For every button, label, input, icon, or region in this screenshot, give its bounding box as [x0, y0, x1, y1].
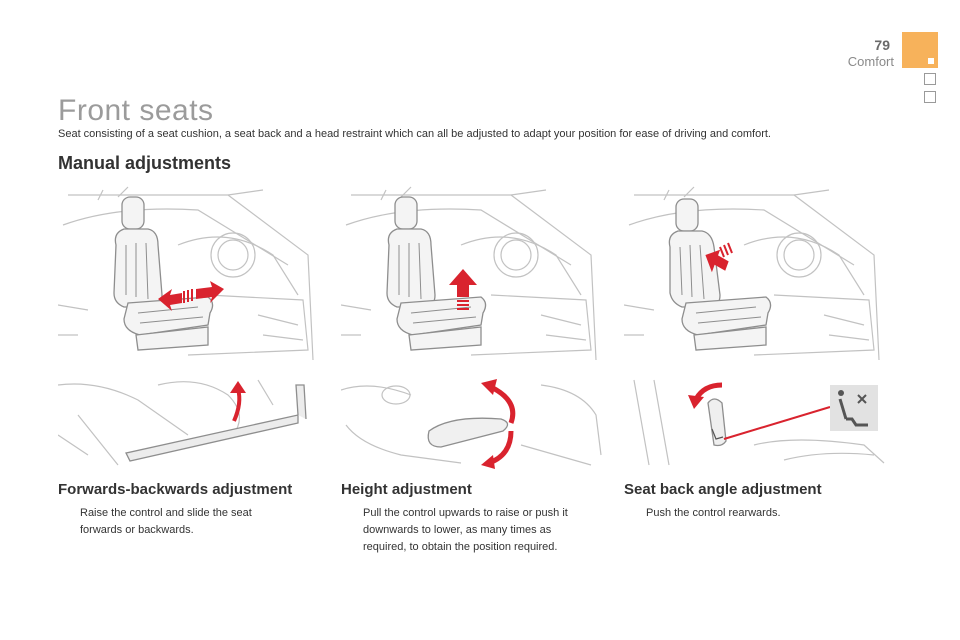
detail-forwards-control — [58, 375, 320, 470]
illustration-seat-height — [341, 185, 603, 365]
chapter-tab-active — [902, 32, 938, 68]
illustration-seat-forwards — [58, 185, 320, 365]
illustration-seat-back-angle — [624, 185, 886, 365]
section-title: Manual adjustments — [58, 153, 232, 173]
chapter-tab-box — [924, 91, 936, 103]
column-title-height: Height adjustment — [341, 481, 472, 498]
column-title-forwards: Forwards-backwards adjustment — [58, 481, 293, 498]
page-title: Front seats — [58, 94, 214, 127]
column-text-height — [341, 505, 576, 556]
detail-seat-back-control — [624, 375, 886, 470]
chapter-label: Comfort — [847, 54, 894, 69]
intro-text: Seat consisting of a seat cushion, a seat back and a head restraint which can all be adjusted to adapt your position for ease of driving and comfort. — [58, 128, 771, 140]
column-text-forwards — [58, 505, 293, 539]
column-title-seat-back: Seat back angle adjustment — [624, 481, 822, 498]
column-text-seat-back — [624, 505, 859, 522]
column-body-forwards: Raise the control and slide the seat forwards or backwards. — [80, 507, 252, 536]
page-number: 79 — [874, 37, 890, 53]
detail-height-lever — [341, 375, 603, 470]
tab-dot — [928, 58, 934, 64]
column-body-height: Pull the control upwards to raise or push it downwards to lower, as many times as required, to obtain the position required. — [363, 507, 568, 553]
chapter-tab-box — [924, 73, 936, 85]
column-body-seat-back: Push the control rearwards. — [646, 507, 781, 519]
